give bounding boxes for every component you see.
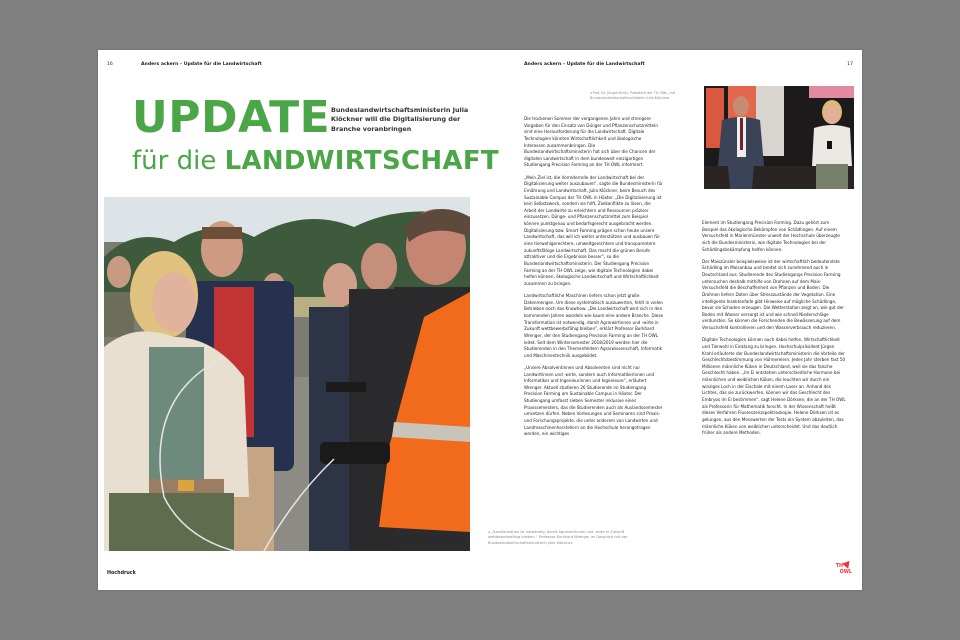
logo-text-th: TH — [835, 564, 843, 569]
running-head-left: Anders ackern – Update für die Landwirtschaft — [141, 62, 262, 67]
headline-bold-part: LANDWIRTSCHAFT — [224, 146, 499, 176]
left-page — [98, 50, 499, 590]
article-paragraph: Die trockenen Sommer der vergangenen Jahre und strengere Vorgaben für den Einsatz von Dünger und Pflanzenschutzmitteln sind eine Herausforderung für die Landwirtschaft. Digitale Technologien könnten Wirtschaftlichkeit und ökologische Interessen zusammenbringen. Die Bundeslandwirtschaftsministerin hat sich über die Chancen der digitalen Landwirtschaft in dem bundesweit einzigartigen Studiengang Precision Farming an der TH OWL informiert. — [524, 116, 658, 168]
page-number-right: 17 — [847, 62, 853, 67]
woman-blouse — [149, 347, 204, 487]
krahl-tie — [740, 118, 743, 150]
photo-caption-top: ◂ Prof. Dr. Jürgen Krahl, Präsident der TH OWL, mit Bundeslandwirtschaftsministerin Julia Klöckner — [590, 91, 676, 100]
subtitle: Bundeslandwirtschaftsministerin Julia Klöckner will die Digitalisierung der Branche voranbringen — [331, 106, 469, 133]
th-owl-logo-triangle-icon — [842, 561, 852, 570]
person-glasses-head — [361, 243, 397, 291]
article-paragraph: Landwirtschaftliche Maschinen liefern schon jetzt große Datenmengen. Um diese systematisch auszuwerten, fehlt in vielen Betrieben noch das Knowhow. „Die Landwirtschaft wird sich in den kommenden Jahren wandeln wie kaum eine andere Branche. Diese Transformation ist notwendig, damit Agrarwirtinnen und -wirte in Zukunft wettbewerbsfähig bleiben“, erklärt Professor Burkhard Wrenger, der den Studiengang Precision Farming an der TH OWL leitet. Seit dem Wintersemester 2018/2019 werden hier die Studierenden in den Themenfeldern Agrarwissenschaft, Informatik und Maschinentechnik ausgebildet. — [524, 293, 664, 358]
article-paragraph: „Unsere Absolventinnen und Absolventen sind nicht nur Landwirtinnen und -wirte, sondern auch Informatikerinnen und Informatiker und Ingenieurinnen und Ingenieure“, erläutert Wrenger. Aktuell studieren 26 Studierende im Studiengang Precision Farming am Sustainable Campus in Höxter. Der Studiengang umfasst sieben Semester inklusive eines Praxissemesters, das die Studierenden auch als Auslandssemester umsetzen dürfen. Neben Vorlesungen und Seminaren sind Praxis- und Forschungsprojekte, die unter anderem von Landwirten und Landmaschinenherstellern an die Hochschule herangetragen werden, ein wichtiges — [524, 364, 663, 437]
article-paragraph: „Mein Ziel ist, die Vorreiterrolle der Landwirtschaft bei der Digitalisierung weiter auszubauen“, sagte die Bundesministerin für Ernährung und Landwirtschaft, Julia Klöckner, beim Besuch des Sustainable Campus der TH OWL in Höxter. „Die Digitalisierung ist kein Selbstzweck, sondern sie hilft, Zielkonflikte zu lösen, die Arbeit der Landwirte zu erleichtern und Ressourcen präziser einzusetzen. Dünge- und Pflanzenschutzmittel zum Beispiel können punktgenau und bedarfsgerecht ausgebracht werden. Digitalisierung bzw. Smart Farming prägen schon heute unsere Landwirtschaft, das will ich weiter unterstützen und ausbauen für eine tierwohlgerechtere, umweltgerechtere und transparentere zukunftsfähige Landwirtschaft. Das macht die grünen Berufe attraktiver und die Ergebnisse besser“, so die Bundeslandwirtschaftsministerin. Der Studiengang Precision Farming an der TH OWL zeige, wie digitale Technologien dabei helfen können, ökologische Landwirtschaft und Wirtschaftlichkeit zusammen zu bringen. — [524, 174, 663, 286]
headline-update: UPDATE — [132, 92, 331, 143]
running-head-right: Anders ackern – Update für die Landwirtschaft — [524, 62, 645, 67]
kloeckner-microphone — [827, 141, 832, 149]
controller-screen-holder — [326, 382, 366, 392]
krahl-head — [733, 96, 749, 116]
article-column-1 — [524, 116, 664, 443]
article-paragraph: Element im Studiengang Precision Farming. Dazu gehört zum Beispiel das ökologische Bekämpfen von Schädlingen. Auf einem Versuchsfeld in Marienmünster unweit der Hochschule überzeugte sich die Bundesministerin, wie digitale Technologien bei der Schädlingsbekämpfung helfen können. — [702, 220, 840, 252]
th-owl-logo — [833, 562, 853, 580]
kloeckner-trousers — [816, 164, 848, 189]
woman-belt-buckle — [178, 480, 194, 491]
magazine-spread — [98, 50, 862, 590]
person-far-left-head — [107, 256, 131, 288]
page-number-left: 16 — [107, 62, 113, 67]
article-paragraph: Digitale Technologien können auch dabei helfen, Wirtschaftlichkeit und Tierwohl in Einklang zu bringen. Hochschulpräsident Jürgen Krahl erläuterte der Bundeslandwirtschaftsministerin die Vorteile der Geschlechtsbestimmung von Hühnereiern. Jedes Jahr sterben fast 50 Millionen männliche Küken in Deutschland, weil sie das falsche Geschlecht haben. „Im Ei entstehen unterschiedliche Hormone bei männlichen und weiblichen Küken, die leuchten wir durch ein winziges Loch in der Eischale mit einem Laser an. Anhand des Lichtes, das sie zurückwerfen, können wir das Geschlecht des Embryos im Ei bestimmen“, sagt Helene Dörksen, die an der TH OWL als Professorin für Mathematik forscht. In der Wissenschaft heißt dieses Verfahren Fluoreszenzspektroskopie. Helene Dörksen ist es gelungen, aus den Messwerten der Tests ein System abzuleiten, das männliche Küken von weiblichen unterscheidet. Und das deutlich früher als andere Methoden. — [702, 337, 846, 436]
article-paragraph: Der Maiszünsler beispielsweise ist der wirtschaftlich bedeutendste Schädling im Maisanbau und breitet sich zunehmend auch in Deutschland aus. Studierende des Studiengangs Precision Farming untersuchen deshalb mithilfe von Drohnen auf dem Mais-Versuchsfeld die Beschaffenheit von Pflanzen und Boden. Die Drohnen liefern Daten über Stresszustände der Vegetation. Eine intelligente Insektenfalle gibt Hinweise auf mögliche Schädlinge, bevor sie Schaden erzeugen. Die Wetterstation zeigt an, wie gut der Boden mit Wasser versorgt ist und wie schnell Niederschläge verdunsten. So können die Forschenden die Bewässerung auf dem Versuchsfeld kontrollieren und den Wasserverbrauch reduzieren. — [702, 258, 844, 331]
woman-trousers — [109, 493, 234, 551]
stage-photo-illustration — [704, 86, 854, 189]
person-far-left-body — [104, 292, 134, 337]
footer-publication-name: Hochdruck — [107, 571, 136, 576]
stage-photo — [704, 86, 854, 189]
article-column-2 — [702, 220, 846, 442]
logo-text-owl: OWL — [839, 570, 852, 575]
headline-landwirtschaft — [132, 148, 499, 174]
kloeckner-face — [825, 106, 839, 124]
woman-face — [152, 272, 196, 332]
man-red-sweater-hair — [202, 227, 242, 239]
stage-screen — [809, 86, 854, 98]
right-page — [480, 50, 862, 590]
photo-caption-bottom: ◂ „Transformation ist notwendig, damit Agrarwirtinnen und -wirte in Zukunft wettbewerbsfähig bleiben.“ Professor Burkhard Wrenger im Gespräch mit der Bundeslandwirtschaftsministerin Julia Klöckner. — [488, 530, 628, 545]
drone-controller — [320, 442, 390, 464]
main-photo — [104, 197, 470, 551]
main-photo-illustration — [104, 197, 470, 551]
headline-light-part: für die — [132, 146, 225, 176]
